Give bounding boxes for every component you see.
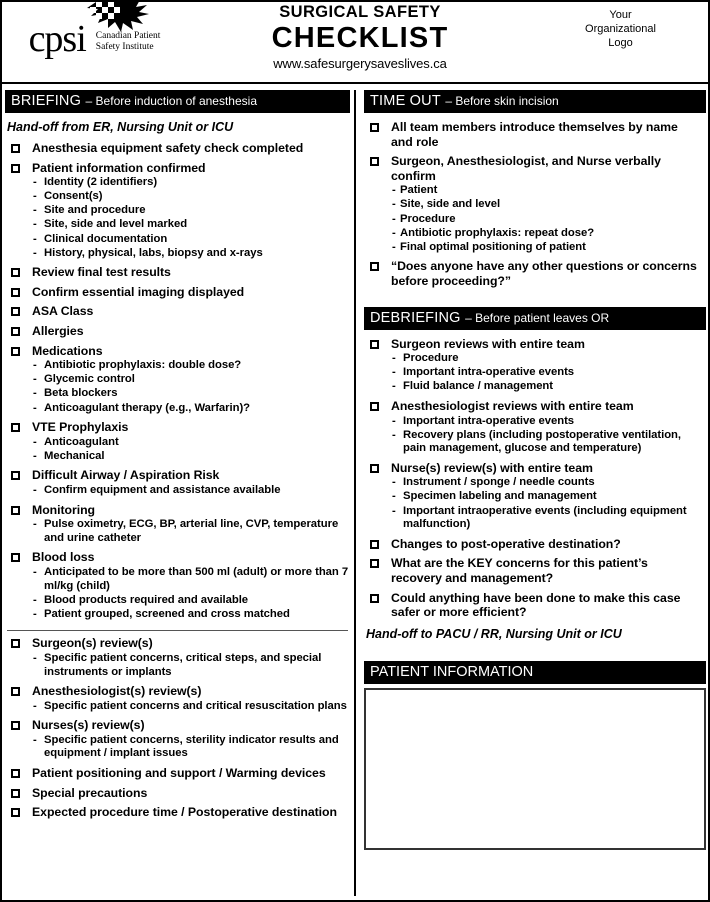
checkbox-icon[interactable]	[11, 769, 20, 778]
checklist-subitem: - Important intraoperative events (including equipment malfunction)	[391, 505, 706, 532]
checklist-item[interactable]	[364, 154, 706, 183]
checklist-subitem: - Instrument / sponge / needle counts	[391, 476, 706, 490]
checklist-item[interactable]	[364, 591, 706, 620]
checklist-item-label: Patient information confirmed	[32, 160, 206, 175]
checklist-subitem-list	[32, 436, 350, 464]
checklist-subitem: - Identity (2 identifiers)	[32, 176, 350, 190]
checklist-item[interactable]	[5, 468, 350, 483]
timeout-items-list	[364, 120, 706, 289]
checklist-subitem: - Antibiotic prophylaxis: double dose?	[32, 359, 350, 373]
checklist-subitem: - Patient	[391, 184, 706, 198]
checklist-subitem-list	[32, 652, 350, 679]
checklist-subitem: - Anticoagulant therapy (e.g., Warfarin)?	[32, 402, 350, 416]
org-logo-line-2: Organizational	[585, 23, 656, 35]
checklist-item-label: Nurses(s) review(s)	[32, 718, 145, 733]
checklist-item-label: All team members introduce themselves by name and role	[391, 120, 678, 149]
checklist-item[interactable]	[5, 550, 350, 565]
checklist-item[interactable]	[364, 337, 706, 352]
checklist-subitem-list	[32, 518, 350, 545]
checklist-item-label: Blood loss	[32, 550, 95, 565]
checkbox-icon[interactable]	[370, 157, 379, 166]
timeout-bar-subtitle: – Before skin incision	[445, 94, 559, 108]
checklist-subitem: - Site, side and level	[391, 198, 706, 212]
checkbox-icon[interactable]	[11, 327, 20, 336]
page-header	[2, 2, 708, 84]
checklist-item-label: Anesthesiologist reviews with entire team	[391, 398, 634, 413]
checklist-subitem-list	[32, 700, 350, 714]
checklist-subitem: - Clinical documentation	[32, 233, 350, 247]
checklist-item-label: Surgeon, Anesthesiologist, and Nurse verbally confirm	[391, 154, 661, 183]
checkbox-icon[interactable]	[370, 402, 379, 411]
section-header-briefing	[5, 90, 350, 113]
maple-leaf-checkered-icon	[81, 0, 149, 32]
checklist-item[interactable]	[364, 399, 706, 414]
checklist-item[interactable]	[5, 324, 350, 339]
checkbox-icon[interactable]	[370, 262, 379, 271]
checklist-subitem: - Anticoagulant	[32, 436, 350, 450]
briefing-items-list	[5, 141, 350, 621]
checklist-subitem: - Pulse oximetry, ECG, BP, arterial line, CVP, temperature and urine catheter	[32, 518, 350, 545]
checklist-item-label: “Does anyone have any other questions or concerns before proceeding?”	[391, 259, 697, 288]
cpsi-logo	[2, 2, 187, 74]
checklist-item-label: Monitoring	[32, 502, 96, 517]
checklist-subitem: - Specimen labeling and management	[391, 490, 706, 504]
checklist-item[interactable]	[5, 344, 350, 359]
checklist-item-label: Expected procedure time / Postoperative destination	[32, 805, 337, 820]
checklist-item[interactable]	[5, 684, 350, 699]
checkbox-icon[interactable]	[11, 307, 20, 316]
checkbox-icon[interactable]	[370, 340, 379, 349]
checklist-subitem: - Important intra-operative events	[391, 366, 706, 380]
checklist-item[interactable]	[5, 766, 350, 781]
checkbox-icon[interactable]	[11, 808, 20, 817]
checkbox-icon[interactable]	[11, 268, 20, 277]
cpsi-wordmark: cpsi	[28, 18, 86, 60]
checklist-item[interactable]	[5, 805, 350, 820]
checklist-subitem-list	[32, 484, 350, 498]
checklist-item[interactable]	[5, 285, 350, 300]
checkbox-icon[interactable]	[370, 559, 379, 568]
checklist-item-label: VTE Prophylaxis	[32, 420, 129, 435]
briefing-bar-title: BRIEFING	[11, 93, 82, 109]
debriefing-bar-subtitle: – Before patient leaves OR	[465, 310, 610, 325]
checklist-subitem-list	[391, 476, 706, 531]
checklist-subitem-list	[32, 176, 350, 260]
briefing-bar-subtitle: – Before induction of anesthesia	[85, 94, 257, 108]
checklist-subitem: - Consent(s)	[32, 190, 350, 204]
checklist-subitem: - History, physical, labs, biopsy and x-rays	[32, 247, 350, 261]
checklist-item[interactable]	[5, 161, 350, 176]
checklist-subitem: - Anticipated to be more than 500 ml (adult) or more than 7 ml/kg (child)	[32, 566, 350, 593]
checklist-item-label: Confirm essential imaging displayed	[32, 284, 245, 299]
checklist-item-label: Anesthesia equipment safety check completed	[32, 141, 304, 155]
checklist-subitem: - Procedure	[391, 213, 706, 227]
checklist-item[interactable]	[5, 141, 350, 156]
checkbox-icon[interactable]	[370, 123, 379, 132]
checklist-item[interactable]	[5, 718, 350, 733]
checklist-subitem: - Patient grouped, screened and cross matched	[32, 608, 350, 622]
checklist-item[interactable]	[5, 420, 350, 435]
checklist-item-label: Patient positioning and support / Warming devices	[32, 766, 326, 781]
checklist-item-label: Anesthesiologist(s) review(s)	[32, 684, 202, 699]
checklist-subitem: - Blood products required and available	[32, 594, 350, 608]
checklist-subitem: - Beta blockers	[32, 387, 350, 401]
checklist-item[interactable]	[5, 786, 350, 801]
checklist-item-label: Allergies	[32, 324, 84, 339]
org-logo-line-3: Logo	[608, 37, 633, 49]
checklist-subitem-list	[391, 352, 706, 394]
checklist-item[interactable]	[364, 120, 706, 149]
checklist-subitem-list	[32, 734, 350, 761]
briefing-divider	[7, 630, 348, 631]
debriefing-items-list	[364, 337, 706, 620]
title-line-2: CHECKLIST	[271, 22, 449, 54]
checkbox-icon[interactable]	[11, 687, 20, 696]
checklist-subitem: - Recovery plans (including postoperative ventilation, pain management, glucose and temperature)	[391, 429, 706, 456]
checklist-subitem-list	[391, 184, 706, 254]
checkbox-icon[interactable]	[11, 639, 20, 648]
checklist-subitem-list	[391, 415, 706, 456]
checklist-item[interactable]	[5, 304, 350, 319]
checklist-item-label: Difficult Airway / Aspiration Risk	[32, 468, 220, 483]
section-header-debriefing	[364, 307, 706, 330]
patient-information-field[interactable]	[364, 688, 706, 850]
cpsi-subtitle	[86, 31, 161, 56]
checkbox-icon[interactable]	[11, 423, 20, 432]
checkbox-icon[interactable]	[11, 506, 20, 515]
checklist-subitem: - Site and procedure	[32, 204, 350, 218]
checklist-subitem: - Fluid balance / management	[391, 380, 706, 394]
checkbox-icon[interactable]	[11, 347, 20, 356]
checklist-subitem: - Site, side and level marked	[32, 218, 350, 232]
org-logo-line-1: Your	[609, 9, 632, 21]
checkbox-icon[interactable]	[11, 789, 20, 798]
website-url: www.safesurgerysaveslives.ca	[273, 56, 447, 71]
debriefing-handoff-note: Hand-off to PACU / RR, Nursing Unit or ICU	[366, 626, 622, 641]
checklist-subitem: - Important intra-operative events	[391, 415, 706, 429]
checklist-item-label: Changes to post-operative destination?	[391, 536, 621, 551]
checklist-item-label: Nurse(s) review(s) with entire team	[391, 460, 593, 475]
checklist-item-label: Medications	[32, 343, 103, 358]
checklist-item-label: Special precautions	[32, 785, 148, 800]
checklist-item[interactable]	[364, 259, 706, 288]
debriefing-bar-title: DEBRIEFING	[370, 309, 461, 326]
checklist-item[interactable]	[364, 537, 706, 552]
checklist-subitem: - Final optimal positioning of patient	[391, 241, 706, 255]
checklist-item-label: ASA Class	[32, 304, 94, 319]
organization-logo-placeholder	[533, 2, 708, 50]
checkbox-icon[interactable]	[11, 471, 20, 480]
checklist-subitem: - Procedure	[391, 352, 706, 366]
timeout-bar-title: TIME OUT	[370, 93, 441, 109]
checklist-subitem-list	[32, 359, 350, 415]
checklist-subitem: - Specific patient concerns, critical steps, and special instruments or implants	[32, 652, 350, 679]
section-header-patient-information: PATIENT INFORMATION	[364, 661, 706, 684]
checklist-item-label: Surgeon reviews with entire team	[391, 336, 585, 351]
checklist-item-label: Could anything have been done to make this case safer or more efficient?	[391, 590, 681, 620]
checklist-subitem: - Specific patient concerns and critical resuscitation plans	[32, 700, 350, 714]
cpsi-subtitle-line1: Canadian Patient	[95, 31, 161, 41]
checklist-subitem: - Specific patient concerns, sterility indicator results and equipment / implant issues	[32, 734, 350, 761]
checklist-item[interactable]	[364, 556, 706, 585]
checklist-subitem: - Mechanical	[32, 450, 350, 464]
checkbox-icon[interactable]	[11, 144, 20, 153]
checkbox-icon[interactable]	[11, 553, 20, 562]
checkbox-icon[interactable]	[370, 540, 379, 549]
checkbox-icon[interactable]	[370, 464, 379, 473]
checklist-item[interactable]	[5, 503, 350, 518]
checklist-item[interactable]	[364, 461, 706, 476]
checkbox-icon[interactable]	[370, 594, 379, 603]
briefing-column	[2, 84, 354, 900]
page-title	[187, 2, 533, 73]
briefing-review-items-list	[5, 636, 350, 820]
section-header-timeout	[364, 90, 706, 113]
checklist-item[interactable]	[5, 265, 350, 280]
checklist-item-label: Review final test results	[32, 265, 171, 280]
timeout-debriefing-column	[356, 84, 708, 900]
checklist-subitem: - Confirm equipment and assistance available	[32, 484, 350, 498]
cpsi-subtitle-line2: Safety Institute	[95, 42, 154, 52]
checklist-item-label: Surgeon(s) review(s)	[32, 636, 153, 651]
checklist-subitem: - Antibiotic prophylaxis: repeat dose?	[391, 227, 706, 241]
checklist-item[interactable]	[5, 636, 350, 651]
checklist-subitem-list	[32, 566, 350, 621]
checklist-columns	[2, 84, 708, 900]
title-line-1: SURGICAL SAFETY	[279, 3, 441, 21]
checkbox-icon[interactable]	[11, 721, 20, 730]
checkbox-icon[interactable]	[11, 164, 20, 173]
briefing-handoff-note: Hand-off from ER, Nursing Unit or ICU	[7, 120, 234, 134]
checklist-subitem: - Glycemic control	[32, 373, 350, 387]
checkbox-icon[interactable]	[11, 288, 20, 297]
checklist-item-label: What are the KEY concerns for this patient’s recovery and management?	[391, 556, 648, 585]
